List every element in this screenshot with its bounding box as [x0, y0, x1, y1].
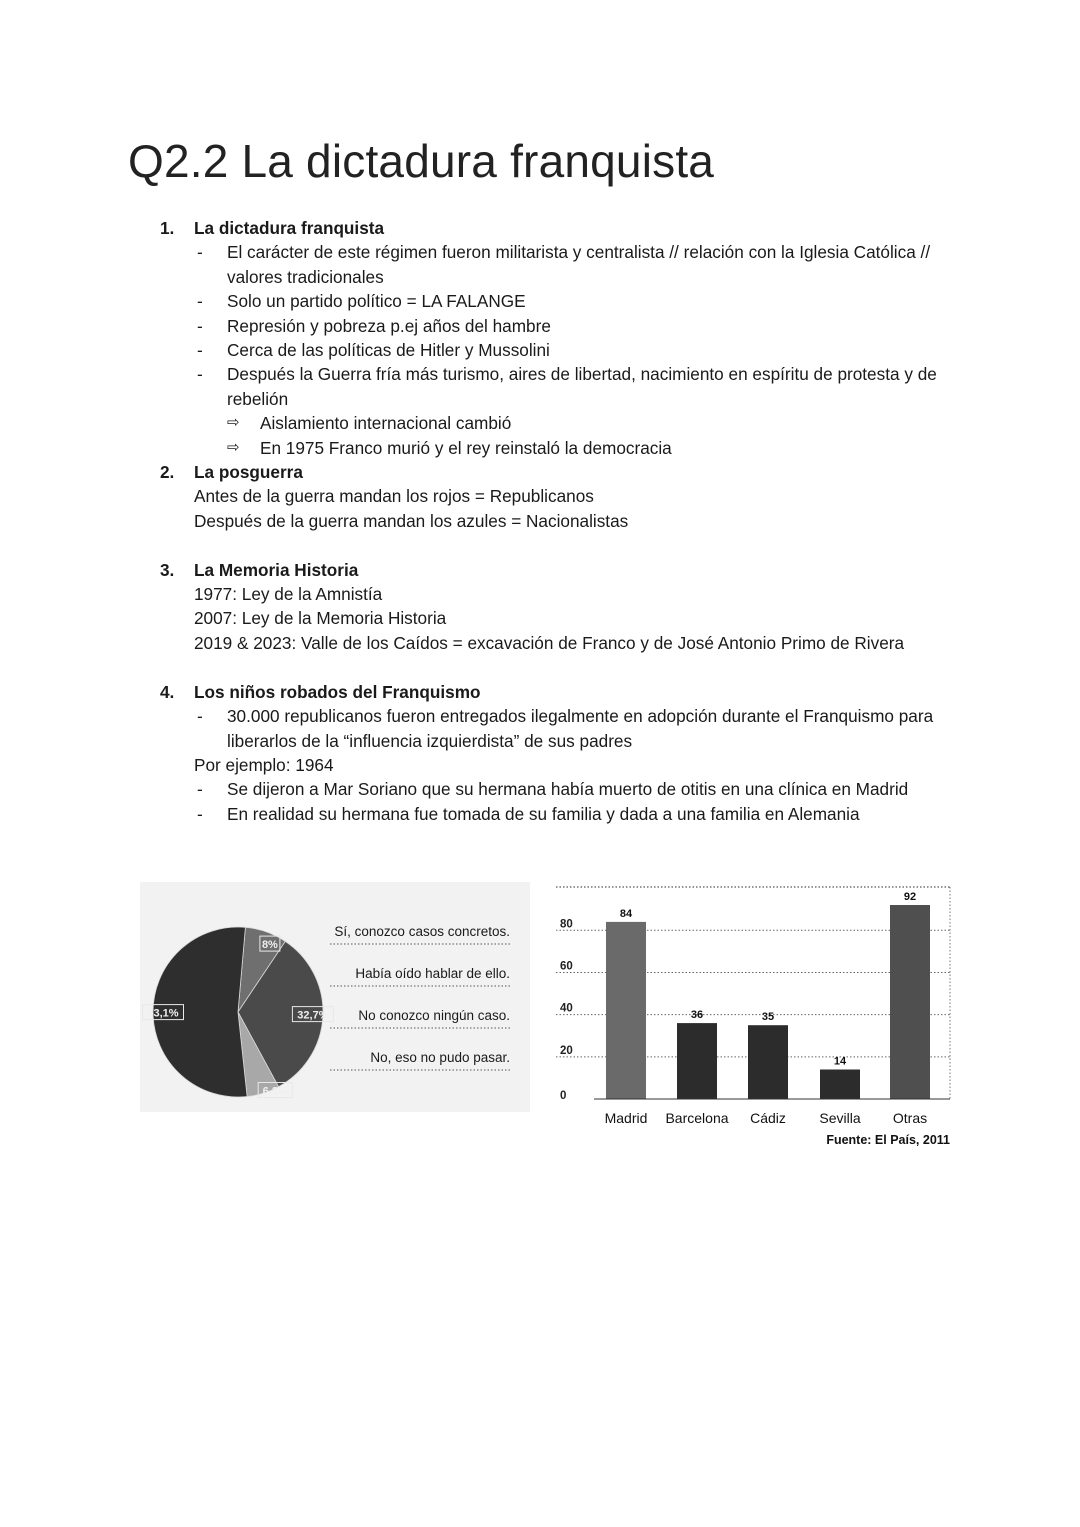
section-number: 1. [160, 218, 175, 238]
section-number: 3. [160, 559, 175, 580]
x-tick-label: Cádiz [750, 1110, 786, 1126]
bar-value-label: 92 [903, 891, 917, 903]
slice-value-label: 32,7% [297, 1009, 329, 1022]
section-title: La posguerra [194, 462, 303, 483]
bar-cdiz [748, 1025, 788, 1099]
list-item-text: Aislamiento internacional cambió [260, 413, 512, 434]
y-tick-label: 20 [560, 1044, 573, 1057]
slice-value-label: 53,1% [147, 1007, 179, 1020]
bar-barcelona [677, 1023, 717, 1099]
list-item: - El carácter de este régimen fueron militarista y centralista // relación con la Iglesia Católica // valores tradicionales [194, 240, 980, 289]
text-line: 2019 & 2023: Valle de los Caídos = excavación de Franco y de José Antonio Primo de Rivera [194, 632, 905, 653]
bar-value-label: 36 [690, 1009, 704, 1022]
list-item-text: Después la Guerra fría más turismo, aires de libertad, nacimiento en espíritu de protesta y de rebelión [227, 364, 937, 409]
x-tick-label: Otras [892, 1110, 928, 1126]
bar-chart [556, 887, 950, 1147]
x-tick-label: Sevilla [819, 1110, 861, 1126]
slice-value-label: 8% [261, 939, 278, 952]
y-tick-label: 40 [560, 1002, 573, 1015]
page-title: Q2.2 La dictadura franquista [128, 135, 715, 187]
legend-label: No, eso no pudo pasar. [370, 1050, 510, 1065]
section-title: Los niños robados del Franquismo [194, 681, 481, 702]
text-line: Antes de la guerra mandan los rojos = Republicanos [194, 486, 594, 507]
pie-chart [140, 882, 530, 1112]
list-item: - Solo un partido político = LA FALANGE [194, 289, 980, 313]
x-tick-label: Madrid [604, 1110, 648, 1126]
text-line: 1977: Ley de la Amnistía [194, 584, 383, 605]
x-tick-label: Barcelona [665, 1110, 729, 1126]
bar-value-label: 14 [833, 1055, 847, 1068]
section-title: La dictadura franquista [194, 218, 385, 238]
text-line: Por ejemplo: 1964 [194, 754, 334, 775]
y-tick-label: 80 [560, 918, 573, 931]
arrow-right-icon: ⇨ [227, 438, 240, 456]
legend-label: No conozco ningún caso. [358, 1008, 510, 1023]
list-item-text: En 1975 Franco murió y el rey reinstaló la democracia [260, 437, 672, 458]
y-tick-label: 60 [560, 960, 573, 973]
bar-otras [890, 905, 930, 1099]
y-tick-label: 0 [560, 1090, 567, 1102]
chart-source: Fuente: El País, 2011 [826, 1133, 950, 1147]
bar-value-label: 84 [619, 907, 633, 920]
bar-madrid [606, 922, 646, 1099]
list-item: - Se dijeron a Mar Soriano que su hermana había muerto de otitis en una clínica en Madrid [194, 777, 980, 801]
list-item: - Cerca de las políticas de Hitler y Mussolini [194, 338, 980, 362]
list-item: - En realidad su hermana fue tomada de su familia y dada a una familia en Alemania [194, 802, 980, 826]
text-line: 2007: Ley de la Memoria Historia [194, 608, 447, 629]
section-number: 2. [160, 462, 175, 483]
legend-label: Sí, conozco casos concretos. [334, 924, 510, 939]
section-number: 4. [160, 681, 175, 702]
slice-value-label: 6,2% [262, 1085, 288, 1098]
bar-value-label: 35 [761, 1011, 775, 1024]
bar-sevilla [820, 1070, 860, 1100]
list-item: - 30.000 republicanos fueron entregados ilegalmente en adopción durante el Franquismo para liberarlos de la “influencia izquierdista” de sus padres [194, 704, 980, 753]
list-item: - Represión y pobreza p.ej años del hambre [194, 314, 980, 338]
section-title: La Memoria Historia [194, 559, 359, 580]
legend-label: Había oído hablar de ello. [355, 966, 510, 981]
text-line: Después de la guerra mandan los azules = Nacionalistas [194, 510, 629, 531]
arrow-right-icon: ⇨ [227, 414, 240, 432]
